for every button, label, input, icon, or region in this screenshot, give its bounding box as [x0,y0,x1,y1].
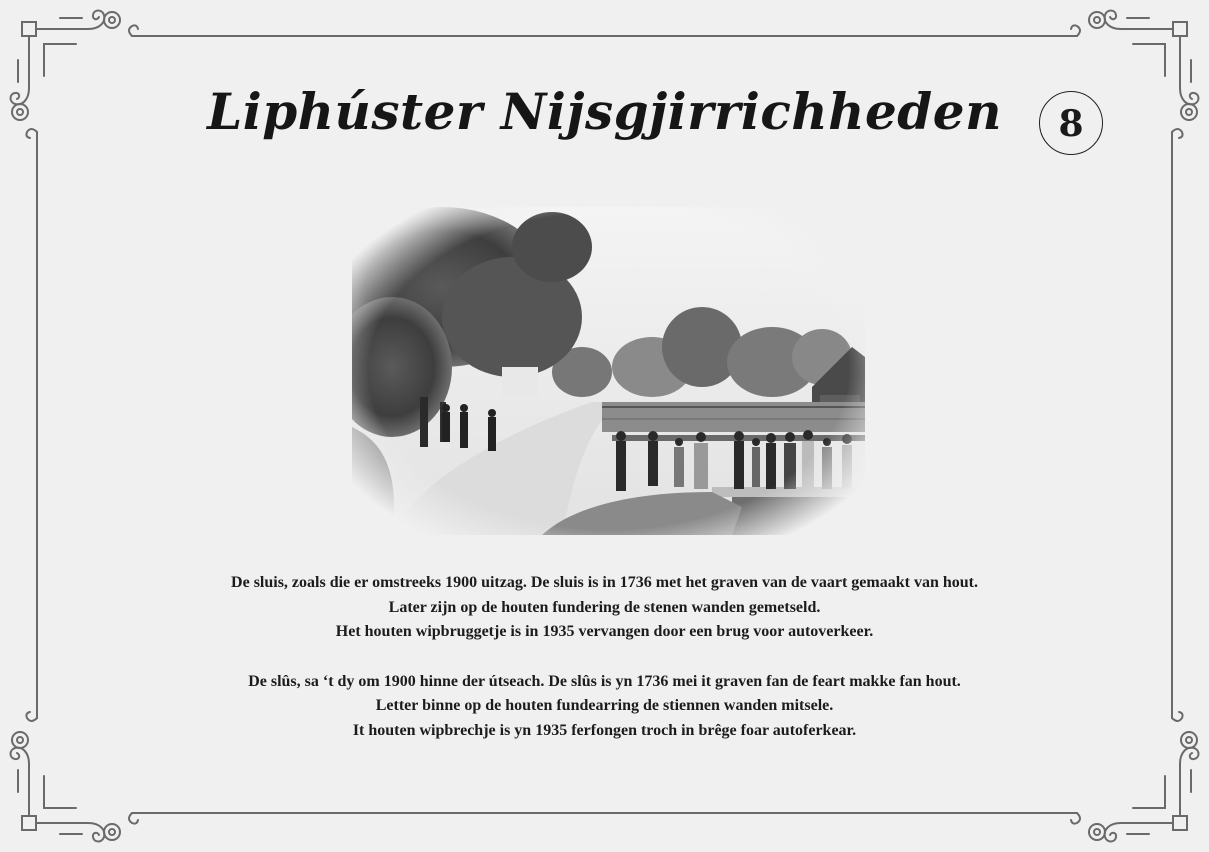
caption-frisian-line-1: De slûs, sa ‘t dy om 1900 hinne der útseach. De slûs is yn 1736 mei it graven fan de feart makke fan hout. [248,672,961,690]
caption-dutch-line-2: Later zijn op de houten fundering de stenen wanden gemetseld. [388,598,821,616]
page-number-badge: 8 [1039,91,1103,155]
caption-frisian-line-2: Letter binne op de houten fundearring de stiennen wanden mitsele. [375,697,834,714]
photo-caption [0,571,1209,743]
caption-dutch-line-1: De sluis, zoals die er omstreeks 1900 uitzag. De sluis is in 1736 met het graven van de vaart gemaakt van hout. [231,574,978,591]
caption-frisian-line-3: It houten wipbrechje is yn 1935 ferfongen troch in brêge foar autoferkear. [352,721,857,739]
caption-dutch-line-3: Het houten wipbruggetje is in 1935 vervangen door een brug voor autoverkeer. [335,623,874,640]
historic-photo [352,207,865,535]
page-title: Liphúster Nijsgjirrichheden [207,82,1002,141]
